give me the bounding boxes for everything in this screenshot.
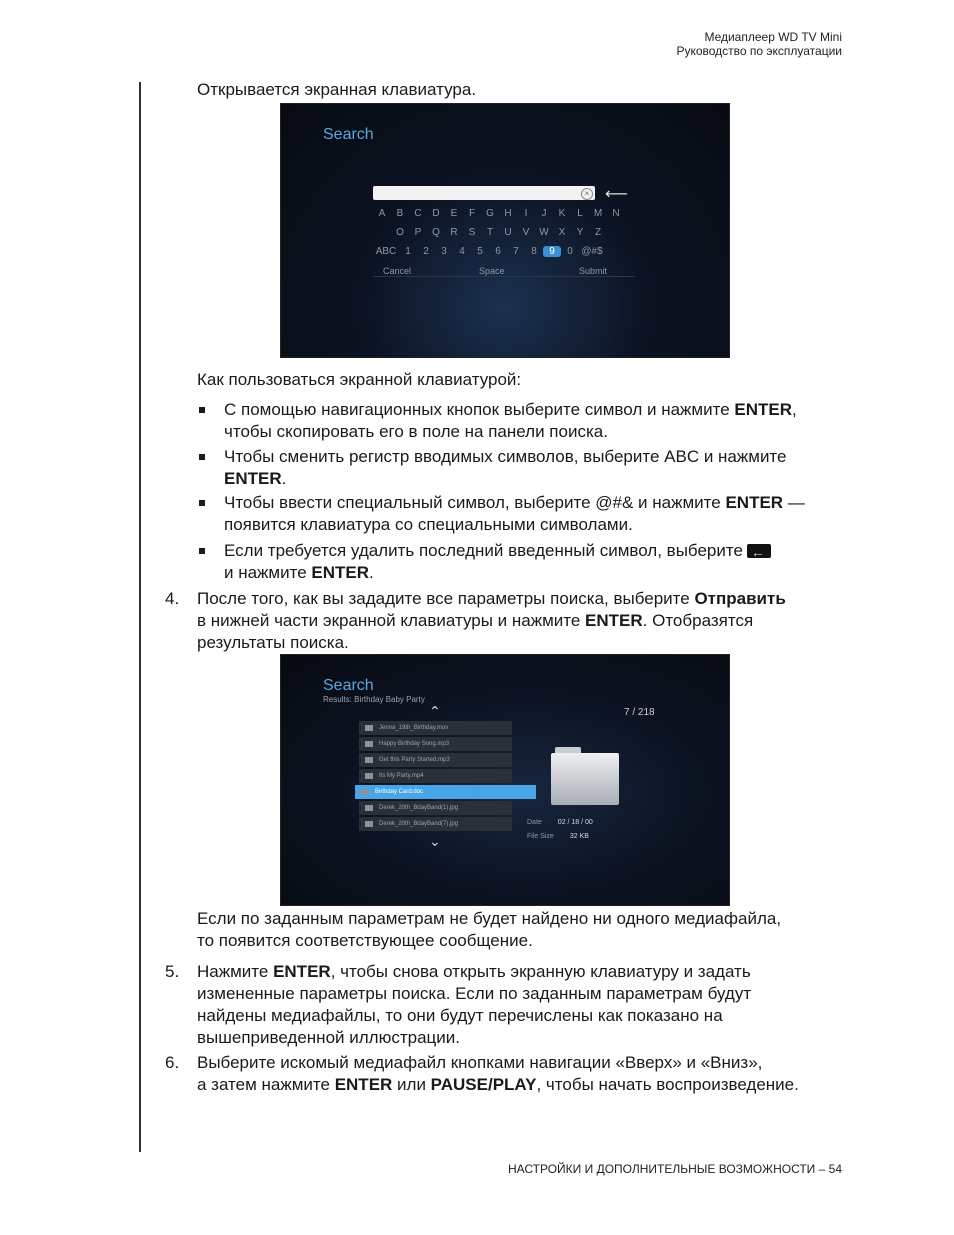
page-footer: НАСТРОЙКИ И ДОПОЛНИТЕЛЬНЫЕ ВОЗМОЖНОСТИ – 54 [507,1162,842,1176]
key-b-9: X [558,227,566,238]
key-c-3: 3 [441,246,447,257]
results-count: 7 / 218 [624,707,655,718]
key-b-6: U [504,227,512,238]
result-item [355,785,536,799]
file-icon [365,725,373,731]
clear-icon: × [581,188,593,200]
key-a-4: E [450,208,458,219]
step-number: 5. [165,962,180,981]
bullet-4: Если требуется удалить последний введенный символ, выберите← и нажмите ENTER. [224,540,849,584]
chevron-down-icon: ⌄ [429,833,441,849]
key-c-2: 2 [423,246,429,257]
howto-text: Как пользоваться экранной клавиатурой: [197,370,522,389]
key-b-4: S [468,227,476,238]
results-screenshot [280,654,730,906]
file-icon [365,805,373,811]
result-label: Derek_20th_BdayBand(7).jpg [379,821,459,827]
step-5-text: Нажмите ENTER, чтобы снова открыть экранную клавиатуру и задать измененные параметры поиска. Если по заданным параметрам будут найдены медиафайлы, то они будут перечислены как показано на вышеприведенной иллюстрации. [197,962,752,1047]
file-icon [365,741,373,747]
key-a-12: M [593,208,603,219]
step-number: 4. [165,589,180,608]
bullet-marker [199,548,205,554]
backspace-icon [747,544,771,558]
space-key: Space [479,266,505,276]
results-subtitle: Results: Birthday Baby Party [323,695,425,704]
key-a-7: H [504,208,512,219]
no-results-text: Если по заданным параметрам не будет найдено ни одного медиафайла, то появится соответствующее сообщение. [197,909,782,950]
bullet-marker [199,407,205,413]
key-a-1: B [396,208,404,219]
key-a-0: A [378,208,386,219]
key-c-6: 6 [495,246,501,257]
result-item [359,769,512,783]
result-label: Get this Party Started.mp3 [379,757,450,763]
screen-title: Search [323,126,374,143]
key-c-11: @#$ [581,246,603,257]
backspace-icon: ⟵ [605,186,628,203]
key-a-10: K [558,208,566,219]
bullet-3: Чтобы ввести специальный символ, выберите @#& и нажмите ENTER — появится клавиатура со специальными символами. [224,493,805,534]
key-a-11: L [577,208,583,219]
search-field [373,186,595,200]
key-b-1: P [414,227,422,238]
submit-key: Submit [579,266,608,276]
result-item [359,817,512,831]
chevron-up-icon: ⌃ [429,703,441,719]
meta-date: Date 02 / 18 / 00 [527,819,593,826]
result-label: Its My Party.mp4 [379,773,424,779]
cancel-key: Cancel [383,266,412,276]
key-row-letters-1 [373,208,625,219]
key-a-8: I [524,208,528,219]
step-number: 6. [165,1053,180,1072]
step-4-text: После того, как вы зададите все параметры поиска, выберите Отправить в нижней части экранной клавиатуры и нажмите ENTER. Отобразятся результаты поиска. [197,589,786,652]
file-icon [365,821,373,827]
key-b-3: R [450,227,458,238]
key-c-7: 7 [513,246,519,257]
key-a-5: F [468,208,476,219]
file-icon [365,757,373,763]
file-icon [365,773,373,779]
key-c-1: 1 [405,246,411,257]
header-manual: Руководство по эксплуатации [676,44,842,58]
key-c-8: 8 [531,246,537,257]
header-product: Медиаплеер WD TV Mini [704,30,842,44]
result-label: Birthday Card.doc [375,789,424,795]
screen-title: Search [323,677,374,694]
file-icon [361,789,369,795]
results-list [359,721,512,833]
result-label: Happy Birthday Song.mp3 [379,741,450,747]
intro-text: Открывается экранная клавиатура. [197,80,477,99]
key-b-5: T [486,227,494,238]
key-b-10: Y [576,227,584,238]
key-b-2: Q [432,227,440,238]
key-row-numbers [373,246,605,257]
key-b-8: W [539,227,549,238]
key-a-13: N [612,208,620,219]
bullet-1: С помощью навигационных кнопок выберите символ и нажмите ENTER, чтобы скопировать его в поле на панели поиска. [224,400,797,441]
key-a-9: J [541,208,547,219]
key-b-0: O [396,227,404,238]
margin-rule [139,82,141,1152]
folder-icon [551,747,619,805]
key-row-letters-2 [391,227,607,238]
key-c-4: 4 [459,246,465,257]
result-label: Jenna_19th_Birthday.mov [379,725,449,731]
key-c-10: 0 [567,246,573,257]
bullet-marker [199,500,205,506]
result-item [359,753,512,767]
meta-size: File Size 32 KB [527,833,589,840]
key-c-9: 9 [543,246,561,257]
result-item [359,801,512,815]
key-b-11: Z [594,227,602,238]
key-c-0: ABC [375,246,397,257]
key-c-5: 5 [477,246,483,257]
bullet-2: Чтобы сменить регистр вводимых символов, выберите ABC и нажмите ENTER. [224,447,787,488]
result-item [359,737,512,751]
result-label: Derek_20th_BdayBand(1).jpg [379,805,459,811]
key-a-3: D [432,208,440,219]
keyboard-divider [373,276,635,277]
step-6-text: Выберите искомый медиафайл кнопками навигации «Вверх» и «Вниз», а затем нажмите ENTER или PAUSE/PLAY, чтобы начать воспроизведение. [197,1053,799,1094]
key-a-2: C [414,208,422,219]
keyboard-screenshot [280,103,730,358]
page-header [676,30,842,58]
key-a-6: G [486,208,494,219]
bullet-marker [199,454,205,460]
result-item [359,721,512,735]
key-b-7: V [522,227,530,238]
